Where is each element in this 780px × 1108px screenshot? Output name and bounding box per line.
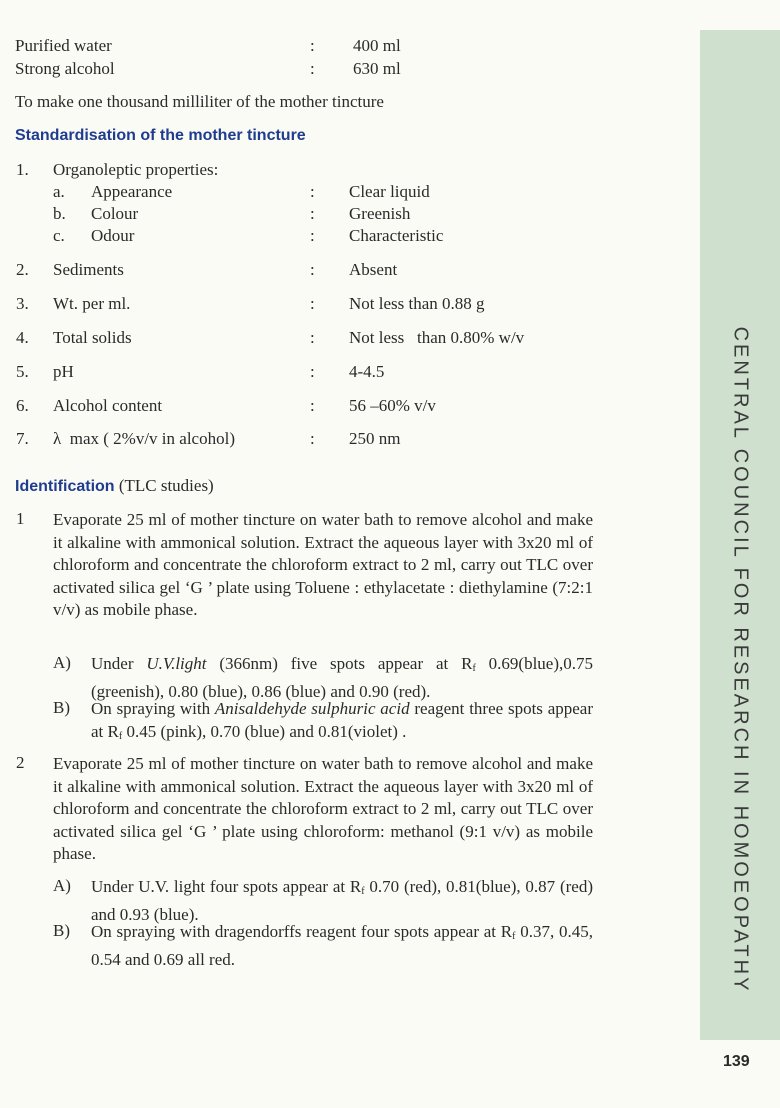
sub-letter: B): [53, 921, 70, 940]
material-value-water: 400 ml: [353, 36, 401, 55]
text-run: Under U.V. light four spots appear at R: [91, 877, 362, 896]
subscript: f: [361, 886, 365, 897]
text-run: (366nm) five spots appear at R: [206, 654, 473, 673]
test-paragraph: Evaporate 25 ml of mother tincture on water bath to remove alcohol and make it alkaline with ammonical solution. Extract the aqueous layer with 3x20 ml of chloroform and concentrate the chloroform extract to 2 ml, carry out TLC over activated silica gel ‘G ’ plate using Toluene : ethylacetate : diethylamine (7:2:1 v/v) as mobile phase.: [53, 510, 593, 619]
identification-heading-bold: Identification: [15, 478, 115, 495]
sub-letter: A): [53, 876, 71, 895]
property-name: λ max ( 2%v/v in alcohol): [53, 429, 235, 448]
list-number: 6.: [16, 396, 29, 415]
colon: :: [310, 362, 315, 381]
property-value: 56 –60% v/v: [349, 396, 436, 415]
colon: :: [310, 182, 315, 201]
text-run-italic: Anisaldehyde sulphuric acid: [214, 699, 410, 718]
sub-letter: c.: [53, 226, 65, 245]
make-note: To make one thousand milliliter of the mother tincture: [15, 92, 384, 111]
property-value: 4-4.5: [349, 362, 385, 381]
test-result: [91, 698, 593, 748]
list-number: 2.: [16, 260, 29, 279]
property-value: 250 nm: [349, 429, 401, 448]
list-number: 3.: [16, 294, 29, 313]
material-name-alcohol: Strong alcohol: [15, 59, 115, 78]
colon: :: [310, 396, 315, 415]
test-number: 1: [16, 509, 25, 528]
colon: :: [310, 204, 315, 223]
property-name: Total solids: [53, 328, 132, 347]
standardisation-heading: Standardisation of the mother tincture: [15, 127, 306, 144]
test-result: [91, 876, 593, 926]
test-paragraph: Evaporate 25 ml of mother tincture on water bath to remove alcohol and make it alkaline with ammonical solution. Extract the aqueous layer with 3x20 ml of chloroform and concentrate the chloroform extract to 2 ml, carry out TLC over activated silica gel ‘G ’ plate using chloroform: methanol (9:1 v/v) as mobile phase.: [53, 754, 593, 863]
subscript: f: [118, 730, 123, 742]
sub-letter: A): [53, 653, 71, 672]
text-run: On spraying with: [91, 699, 215, 718]
colon: :: [310, 328, 315, 347]
identification-heading: [15, 476, 214, 496]
list-number: 7.: [16, 429, 29, 448]
text-run: 0.70 (red), 0.81(blue), 0.87 (red) and 0.93 (blue).: [91, 877, 594, 924]
text-run-italic: U.V.light: [146, 654, 207, 673]
text-run: reagent three spots appear at R: [91, 699, 594, 741]
sub-letter: a.: [53, 182, 65, 201]
colon: :: [310, 260, 315, 279]
property-name: Colour: [91, 204, 139, 223]
subscript: f: [512, 931, 516, 942]
material-name-water: Purified water: [15, 36, 112, 55]
text-run: 0.69(blue),0.75 (greenish), 0.80 (blue), 0.86 (blue) and 0.90 (red).: [91, 654, 593, 701]
colon: :: [310, 429, 315, 448]
text-run: 0.37, 0.45, 0.54 and 0.69 all red.: [91, 922, 594, 969]
list-number: 4.: [16, 328, 29, 347]
test-result: [91, 653, 593, 703]
property-name: Wt. per ml.: [53, 294, 131, 313]
test-number: 2: [16, 753, 25, 772]
property-name: Odour: [91, 226, 135, 245]
subscript: f: [472, 663, 476, 674]
text-run: 0.45 (pink), 0.70 (blue) and 0.81(violet) .: [122, 721, 407, 741]
property-value: Clear liquid: [349, 182, 430, 201]
property-value: Absent: [349, 260, 398, 279]
identification-heading-rest: (TLC studies): [118, 476, 214, 495]
property-name: Sediments: [53, 260, 124, 279]
text-run: Under: [91, 654, 147, 673]
property-value: Not less than 0.80% w/v: [349, 328, 525, 347]
property-value: Not less than 0.88 g: [349, 294, 485, 313]
material-value-alcohol: 630 ml: [353, 59, 401, 78]
list-number: 1.: [16, 160, 29, 179]
page-number: 139: [723, 1053, 750, 1070]
property-name: pH: [53, 362, 74, 381]
colon: :: [310, 36, 315, 55]
test-result: [91, 921, 593, 971]
text-run: On spraying with dragendorffs reagent four spots appear at R: [91, 922, 513, 941]
property-value: Greenish: [349, 204, 411, 223]
list-number: 5.: [16, 362, 29, 381]
property-name: Alcohol content: [53, 396, 163, 415]
colon: :: [310, 59, 315, 78]
property-name: Appearance: [91, 182, 173, 201]
sub-letter: b.: [53, 204, 66, 223]
sub-letter: B): [53, 698, 70, 717]
property-value: Characteristic: [349, 226, 444, 245]
organoleptic-label: Organoleptic properties:: [53, 160, 219, 179]
colon: :: [310, 294, 315, 313]
colon: :: [310, 226, 315, 245]
sidebar-publisher-text: CENTRAL COUNCIL FOR RESEARCH IN HOMOEOPATHY: [729, 326, 752, 994]
